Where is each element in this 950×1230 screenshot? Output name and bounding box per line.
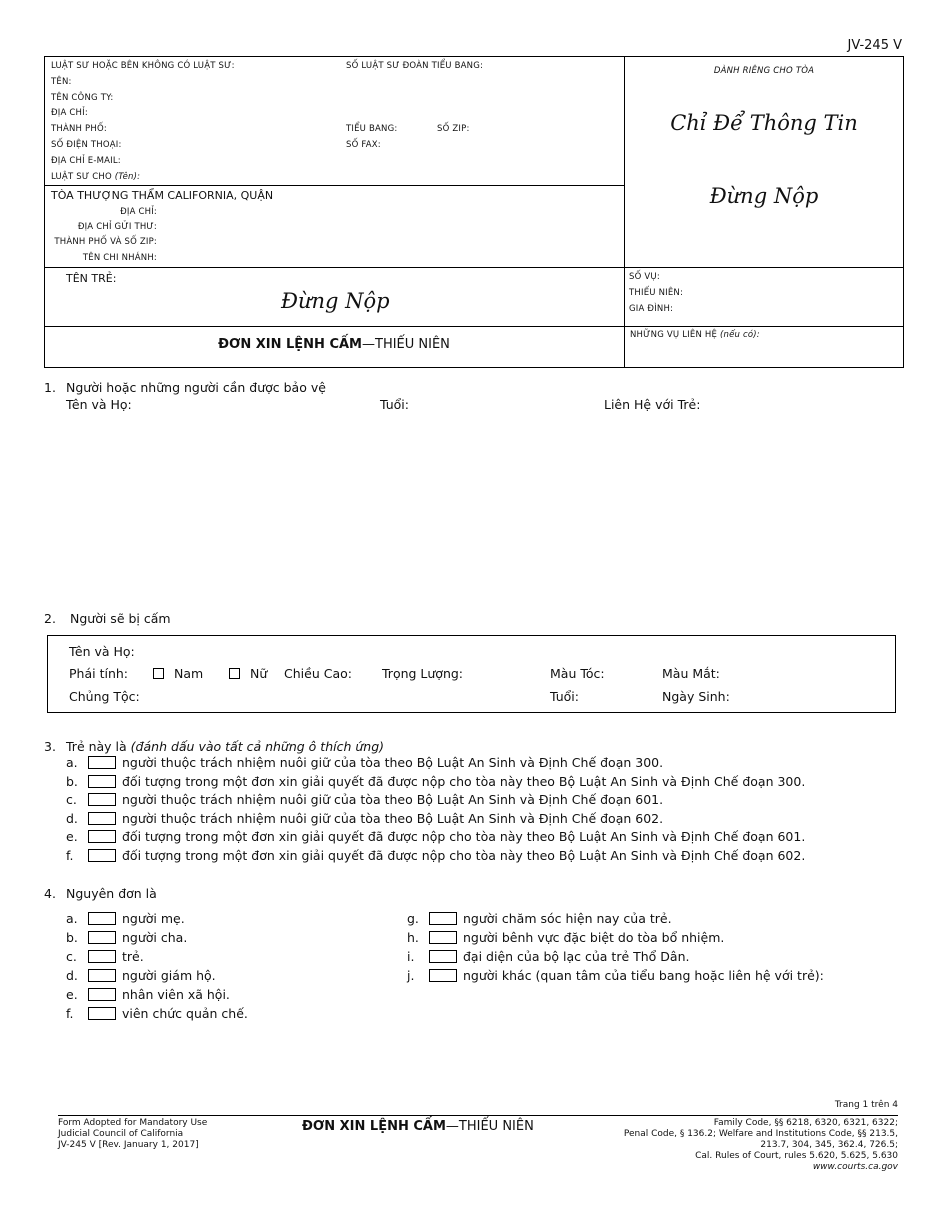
adopted-line-1: Form Adopted for Mandatory Use (58, 1118, 208, 1128)
item-text: đối tượng trong một đơn xin giải quyết đã được nộp cho tòa này theo Bộ Luật An Sinh và Định Chế đoạn 300. (122, 773, 806, 789)
form-id: JV-245 V (847, 38, 902, 53)
option-checkbox[interactable] (88, 1007, 116, 1020)
form-title-bold: ĐƠN XIN LỆNH CẤM (218, 337, 362, 352)
item-text: người thuộc trách nhiệm nuôi giữ của tòa theo Bộ Luật An Sinh và Định Chế đoạn 601. (122, 792, 664, 807)
child-do-not-file: Đừng Nộp (281, 289, 390, 313)
option-checkbox[interactable] (429, 912, 457, 925)
footer-title-bold: ĐƠN XIN LỆNH CẤM (302, 1119, 446, 1134)
sex-male-label: Nam (174, 666, 204, 681)
petitioner-option (66, 911, 185, 926)
section3-item (66, 774, 805, 789)
section3-item (66, 848, 805, 863)
option-letter: d. (66, 968, 78, 983)
zip-label: SỐ ZIP: (437, 124, 470, 134)
section3-title-text: Trẻ này là (66, 739, 127, 754)
option-text: trẻ. (122, 949, 144, 964)
name-label: TÊN: (51, 77, 72, 87)
item-checkbox[interactable] (88, 775, 116, 788)
petitioner-option (407, 911, 672, 926)
option-text: người bênh vực đặc biệt do tòa bổ nhiệm. (463, 930, 725, 945)
court-mailing-label: ĐỊA CHỈ GỬI THƯ: (77, 222, 157, 232)
section4-num: 4. (44, 886, 56, 901)
petitioner-option (66, 1006, 248, 1021)
sex-female-checkbox[interactable] (229, 668, 240, 679)
courts-url[interactable]: www.courts.ca.gov (812, 1162, 898, 1172)
sex-male-checkbox[interactable] (153, 668, 164, 679)
option-checkbox[interactable] (88, 950, 116, 963)
city-label: THÀNH PHỐ: (51, 124, 107, 134)
email-label: ĐỊA CHỈ E-MAIL: (51, 156, 121, 166)
firm-label: TÊN CÔNG TY: (51, 93, 114, 103)
section3-item (66, 792, 663, 807)
option-letter: b. (66, 930, 78, 945)
sex-female-label: Nữ (250, 666, 268, 681)
attorney-for-hint: (Tên): (114, 172, 141, 182)
item-checkbox[interactable] (88, 756, 116, 769)
option-letter: f. (66, 1006, 74, 1021)
section2-num: 2. (44, 611, 56, 626)
item-letter: e. (66, 829, 78, 844)
item-letter: b. (66, 773, 78, 789)
court-title: TÒA THƯỢNG THẨM CALIFORNIA, QUẬN (51, 189, 274, 202)
option-checkbox[interactable] (429, 950, 457, 963)
address-label: ĐỊA CHỈ: (51, 108, 88, 118)
option-letter: c. (66, 949, 77, 964)
option-text: đại diện của bộ lạc của trẻ Thổ Dân. (463, 949, 690, 964)
option-text: người khác (quan tâm của tiểu bang hoặc liên hệ với trẻ): (463, 968, 824, 983)
attorney-for-label (51, 172, 140, 182)
item-checkbox[interactable] (88, 830, 116, 843)
option-text: người chăm sóc hiện nay của trẻ. (463, 911, 672, 926)
section3-title-hint: (đánh dấu vào tất cả những ô thích ứng) (130, 739, 385, 754)
petitioner-option (66, 968, 216, 983)
footer-title-rest: —THIẾU NIÊN (445, 1119, 534, 1134)
option-text: viên chức quản chế. (122, 1006, 248, 1021)
section1-col-name: Tên và Họ: (66, 397, 132, 412)
codes-line-1: Family Code, §§ 6218, 6320, 6321, 6322; (713, 1118, 898, 1128)
item-text: đối tượng trong một đơn xin giải quyết đã được nộp cho tòa này theo Bộ Luật An Sinh và Định Chế đoạn 601. (122, 829, 806, 844)
section1-col-age: Tuổi: (380, 397, 409, 412)
section3-item (66, 755, 663, 770)
weight-label: Trọng Lượng: (382, 666, 464, 681)
bar-no-label: SỐ LUẬT SƯ ĐOÀN TIỂU BANG: (346, 61, 484, 71)
option-text: người cha. (122, 930, 188, 945)
caption-box (44, 56, 904, 368)
race-label: Chủng Tộc: (69, 689, 140, 704)
dob-label: Ngày Sinh: (662, 689, 730, 704)
item-letter: f. (66, 847, 74, 863)
option-letter: j. (407, 968, 415, 983)
form-title-rest: —THIẾU NIÊN (362, 337, 450, 352)
option-letter: h. (407, 930, 419, 945)
petitioner-option (66, 949, 144, 964)
petitioner-option (407, 930, 724, 945)
court-use-label: DÀNH RIÊNG CHO TÒA (713, 66, 815, 76)
height-label: Chiều Cao: (284, 666, 352, 681)
item-text: người thuộc trách nhiệm nuôi giữ của tòa theo Bộ Luật An Sinh và Định Chế đoạn 602. (122, 810, 664, 826)
court-branch-label: TÊN CHI NHÁNH: (82, 253, 157, 263)
adopted-block (58, 1118, 207, 1151)
option-checkbox[interactable] (429, 931, 457, 944)
age-label: Tuổi: (550, 689, 579, 704)
item-checkbox[interactable] (88, 793, 116, 806)
option-checkbox[interactable] (88, 912, 116, 925)
item-letter: d. (66, 810, 78, 826)
section3-num: 3. (44, 739, 56, 754)
option-letter: i. (407, 949, 415, 964)
codes-line-2: Penal Code, § 136.2; Welfare and Institutions Code, §§ 213.5, (623, 1129, 898, 1139)
option-checkbox[interactable] (88, 931, 116, 944)
family-label: GIA ĐÌNH: (629, 304, 674, 314)
section4-title: Nguyên đơn là (66, 886, 157, 901)
section3-title (66, 739, 384, 754)
attorney-for-text: LUẬT SƯ CHO (51, 172, 112, 182)
court-cityzip-label: THÀNH PHỐ VÀ SỐ ZIP: (54, 237, 157, 247)
codes-line-3: 213.7, 304, 345, 362.4, 726.5; (760, 1140, 898, 1150)
item-checkbox[interactable] (88, 812, 116, 825)
item-text: người thuộc trách nhiệm nuôi giữ của tòa theo Bộ Luật An Sinh và Định Chế đoạn 300. (122, 755, 664, 770)
page-number: Trang 1 trên 4 (834, 1100, 898, 1110)
hair-label: Màu Tóc: (550, 666, 605, 681)
codes-block (624, 1118, 898, 1173)
option-letter: g. (407, 911, 419, 926)
item-letter: a. (66, 755, 78, 770)
option-letter: a. (66, 911, 78, 926)
related-cases-label (630, 330, 760, 340)
juvenile-label: THIẾU NIÊN: (629, 288, 684, 298)
do-not-file-stamp: Đừng Nộp (709, 184, 819, 208)
option-text: người mẹ. (122, 911, 185, 926)
court-street-label: ĐỊA CHỈ: (120, 207, 157, 217)
petitioner-option (407, 968, 824, 983)
section2-title: Người sẽ bị cấm (70, 611, 171, 626)
child-name-label: TÊN TRẺ: (66, 272, 117, 285)
restrained-name-label: Tên và Họ: (69, 644, 135, 659)
form-title (44, 337, 624, 352)
related-cases-hint: (nếu có): (719, 330, 760, 340)
section3-item (66, 811, 663, 826)
phone-label: SỐ ĐIỆN THOẠI: (51, 140, 122, 150)
petitioner-option (66, 930, 187, 945)
option-checkbox[interactable] (88, 969, 116, 982)
item-text: đối tượng trong một đơn xin giải quyết đã được nộp cho tòa này theo Bộ Luật An Sinh và Định Chế đoạn 602. (122, 847, 806, 863)
petitioner-option (66, 987, 230, 1002)
section3-item (66, 829, 805, 844)
option-text: nhân viên xã hội. (122, 987, 230, 1002)
info-only-stamp: Chỉ Để Thông Tin (670, 111, 858, 135)
codes-line-4: Cal. Rules of Court, rules 5.620, 5.625, 5.630 (695, 1151, 898, 1161)
adopted-line-2: Judicial Council of California (58, 1129, 184, 1139)
attorney-label: LUẬT SƯ HOẶC BÊN KHÔNG CÓ LUẬT SƯ: (51, 61, 235, 71)
section1-col-relation: Liên Hệ với Trẻ: (604, 397, 701, 412)
item-checkbox[interactable] (88, 849, 116, 862)
state-label: TIỂU BANG: (346, 124, 398, 134)
option-letter: e. (66, 987, 78, 1002)
footer-title (302, 1119, 534, 1134)
option-text: người giám hộ. (122, 968, 216, 983)
related-cases-text: NHỮNG VỤ LIÊN HỆ (630, 330, 718, 340)
section1-title: Người hoặc những người cần được bảo vệ (66, 380, 326, 395)
item-letter: c. (66, 792, 77, 807)
section1-num: 1. (44, 380, 56, 395)
fax-label: SỐ FAX: (346, 140, 381, 150)
petitioner-option (407, 949, 690, 964)
eye-label: Màu Mắt: (662, 666, 720, 681)
adopted-line-3: JV-245 V [Rev. January 1, 2017] (58, 1140, 199, 1150)
sex-label: Phái tính: (69, 666, 128, 681)
option-checkbox[interactable] (88, 988, 116, 1001)
case-no-label: SỐ VỤ: (629, 272, 660, 282)
option-checkbox[interactable] (429, 969, 457, 982)
